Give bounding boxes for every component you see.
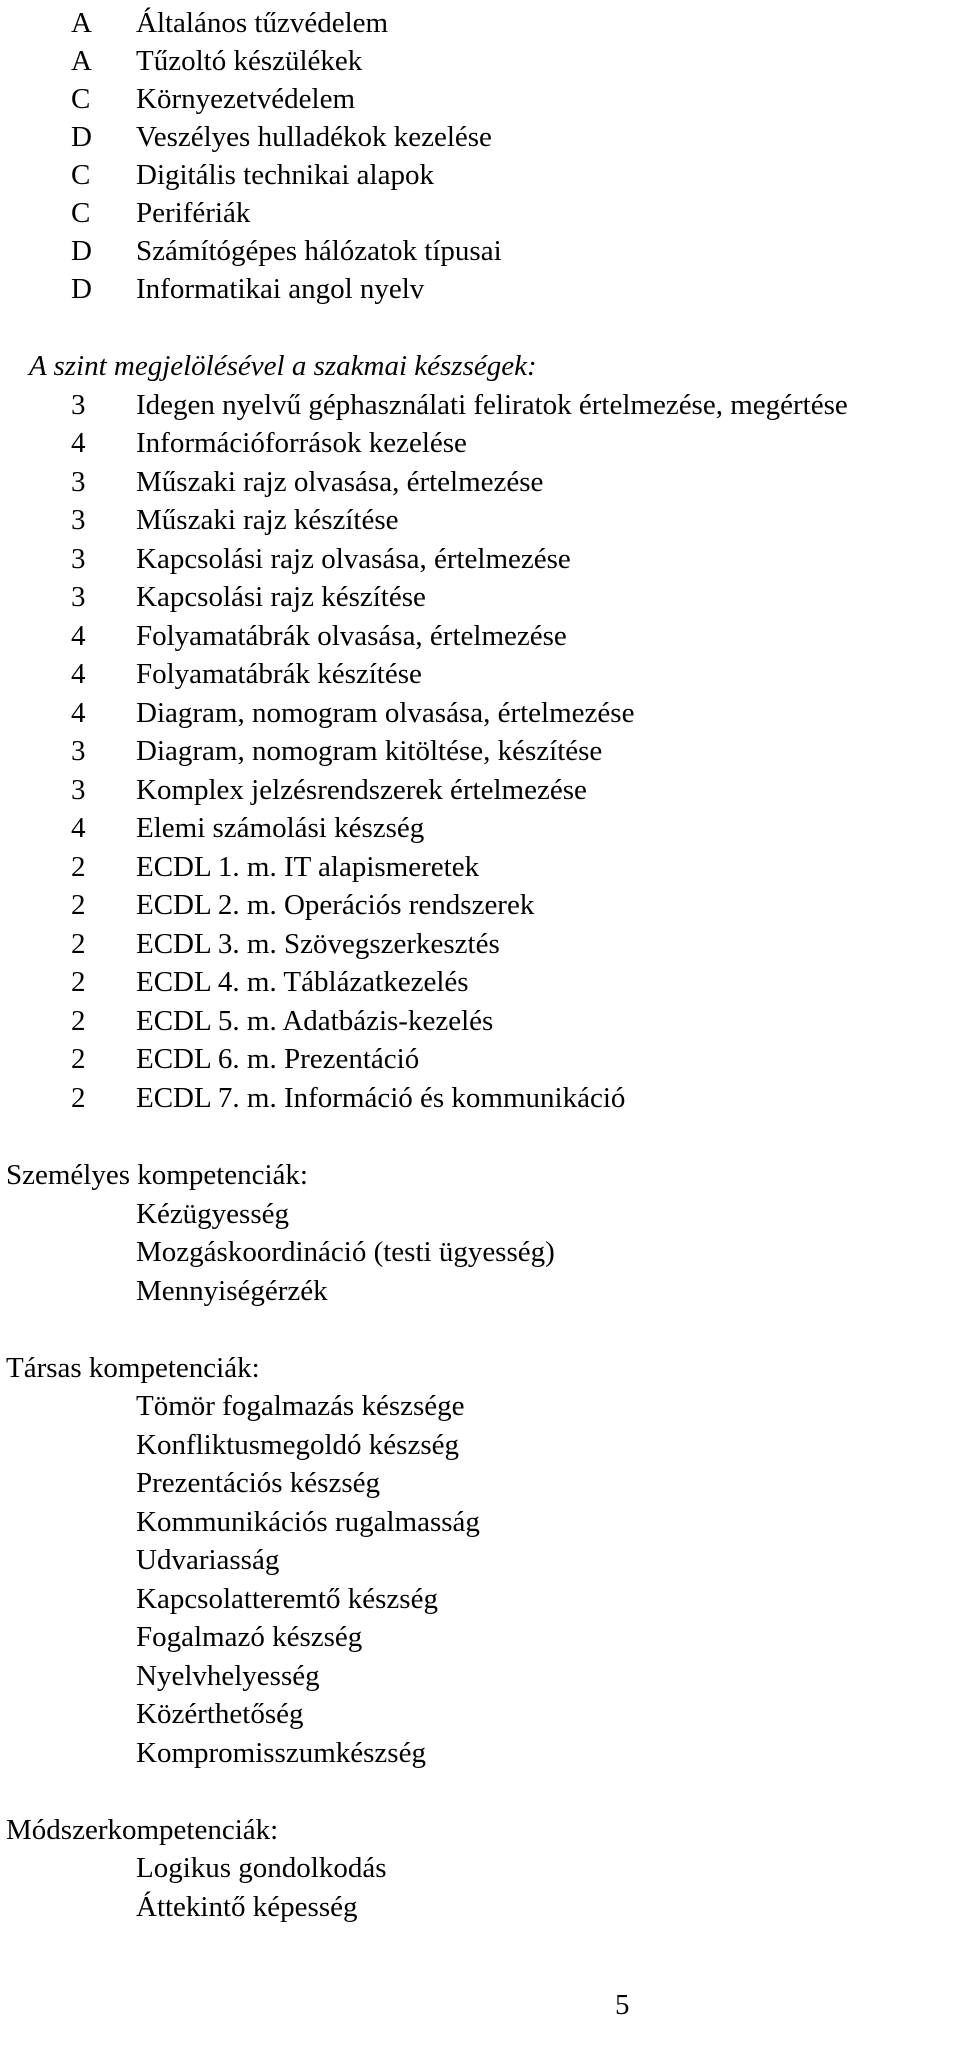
skill-text: Idegen nyelvű géphasználati feliratok értelmezése, megértése — [136, 389, 848, 421]
skill-text: Kapcsolási rajz olvasása, értelmezése — [136, 543, 571, 575]
competency-item: Logikus gondolkodás — [136, 1852, 387, 1884]
skill-text: ECDL 6. m. Prezentáció — [136, 1043, 420, 1075]
topic-code: D — [71, 273, 92, 305]
method-competencies-heading: Módszerkompetenciák: — [6, 1814, 279, 1846]
topic-code: C — [71, 159, 91, 191]
competency-item: Kézügyesség — [136, 1198, 290, 1230]
topic-text: Digitális technikai alapok — [136, 159, 434, 191]
skill-level: 3 — [71, 504, 86, 536]
skill-text: ECDL 4. m. Táblázatkezelés — [136, 966, 469, 998]
topic-text: Általános tűzvédelem — [136, 7, 389, 39]
topic-text: Számítógépes hálózatok típusai — [136, 235, 502, 267]
topic-text: Perifériák — [136, 197, 251, 229]
competency-item: Kapcsolatteremtő készség — [136, 1583, 438, 1615]
competency-item: Kommunikációs rugalmasság — [136, 1506, 480, 1538]
competency-item: Udvariasság — [136, 1544, 280, 1576]
topic-text: Tűzoltó készülékek — [136, 45, 363, 77]
skill-text: Műszaki rajz olvasása, értelmezése — [136, 466, 544, 498]
skill-level: 2 — [71, 851, 86, 883]
skill-level: 4 — [71, 697, 86, 729]
skill-level: 2 — [71, 1043, 86, 1075]
skill-level: 4 — [71, 658, 86, 690]
skill-level: 2 — [71, 928, 86, 960]
skill-level: 2 — [71, 1005, 86, 1037]
competency-item: Nyelvhelyesség — [136, 1660, 320, 1692]
skill-level: 2 — [71, 966, 86, 998]
skill-text: ECDL 7. m. Információ és kommunikáció — [136, 1082, 626, 1114]
skill-text: ECDL 3. m. Szövegszerkesztés — [136, 928, 500, 960]
skill-text: Diagram, nomogram kitöltése, készítése — [136, 735, 603, 767]
skill-text: Komplex jelzésrendszerek értelmezése — [136, 774, 587, 806]
competency-item: Tömör fogalmazás készsége — [136, 1390, 465, 1422]
topic-code: C — [71, 197, 91, 229]
skill-text: Információforrások kezelése — [136, 427, 467, 459]
skill-text: Elemi számolási készség — [136, 812, 425, 844]
skill-level: 3 — [71, 466, 86, 498]
skill-text: ECDL 1. m. IT alapismeretek — [136, 851, 480, 883]
topic-code: D — [71, 121, 92, 153]
competency-item: Konfliktusmegoldó készség — [136, 1429, 459, 1461]
skill-text: Kapcsolási rajz készítése — [136, 581, 426, 613]
skill-text: Műszaki rajz készítése — [136, 504, 399, 536]
topic-code: A — [71, 45, 92, 77]
social-competencies-heading: Társas kompetenciák: — [6, 1352, 260, 1384]
skill-text: ECDL 2. m. Operációs rendszerek — [136, 889, 535, 921]
skill-level: 3 — [71, 389, 86, 421]
skill-level: 3 — [71, 735, 86, 767]
skill-level: 3 — [71, 581, 86, 613]
skill-text: Diagram, nomogram olvasása, értelmezése — [136, 697, 635, 729]
skill-text: Folyamatábrák készítése — [136, 658, 422, 690]
competency-item: Prezentációs készség — [136, 1467, 380, 1499]
skill-level: 3 — [71, 774, 86, 806]
topic-code: D — [71, 235, 92, 267]
topic-code: A — [71, 7, 92, 39]
competency-item: Kompromisszumkészség — [136, 1737, 426, 1769]
topic-text: Informatikai angol nyelv — [136, 273, 425, 305]
competency-item: Mennyiségérzék — [136, 1275, 328, 1307]
skills-heading: A szint megjelölésével a szakmai készségek: — [29, 350, 537, 382]
competency-item: Áttekintő képesség — [136, 1891, 358, 1923]
page-number: 5 — [615, 1989, 630, 2021]
topic-text: Veszélyes hulladékok kezelése — [136, 121, 492, 153]
skill-text: ECDL 5. m. Adatbázis-kezelés — [136, 1005, 494, 1037]
personal-competencies-heading: Személyes kompetenciák: — [6, 1159, 308, 1191]
skill-text: Folyamatábrák olvasása, értelmezése — [136, 620, 567, 652]
skill-level: 2 — [71, 889, 86, 921]
topic-code: C — [71, 83, 91, 115]
skill-level: 4 — [71, 427, 86, 459]
skill-level: 3 — [71, 543, 86, 575]
competency-item: Közérthetőség — [136, 1698, 304, 1730]
competency-item: Fogalmazó készség — [136, 1621, 363, 1653]
competency-item: Mozgáskoordináció (testi ügyesség) — [136, 1236, 555, 1268]
skill-level: 4 — [71, 620, 86, 652]
skill-level: 4 — [71, 812, 86, 844]
skill-level: 2 — [71, 1082, 86, 1114]
topic-text: Környezetvédelem — [136, 83, 356, 115]
